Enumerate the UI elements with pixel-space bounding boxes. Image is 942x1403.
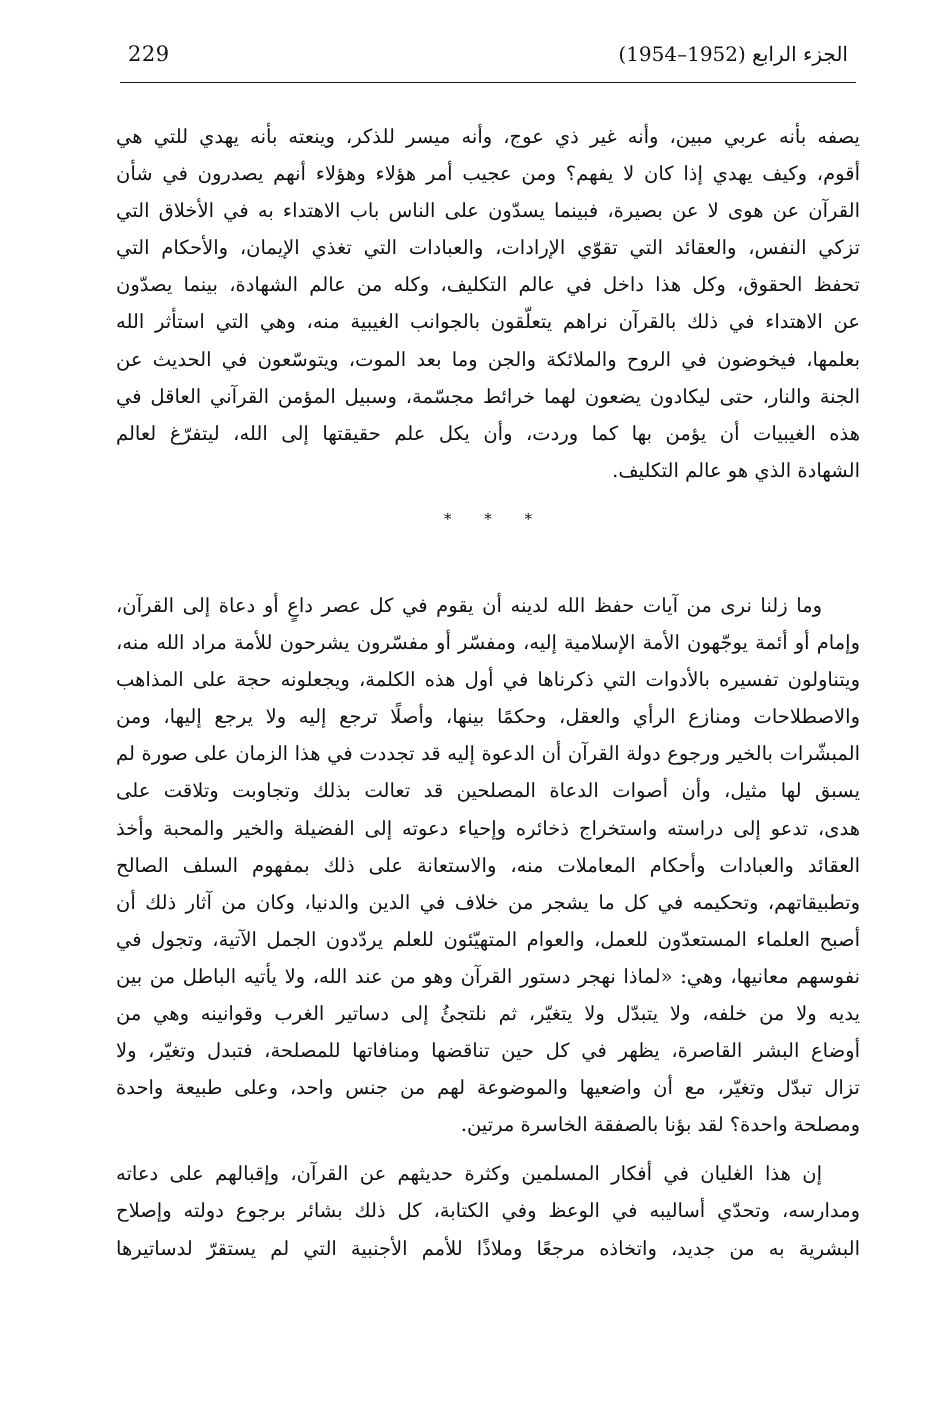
text-line: عن الاهتداء في ذلك بالقرآن نراهم يتعلّقون بالجوانب الغيبية منه، وهي التي استأثر الله [116,310,860,334]
text-line: إن هذا الغليان في أفكار المسلمين وكثرة حديثهم عن القرآن، وإقبالهم على دعاته [116,1162,822,1186]
text-line: بعلمها، فيخوضون في الروح والملائكة والجن وما بعد الموت، ويتوسّعون في الحديث عن [116,347,860,371]
text-line: ويتناولون تفسيره بالأدوات التي ذكرناها في أول هذه الكلمة، ويجعلونه حجة على المذاهب [116,668,860,692]
page-number: 229 [128,42,170,66]
text-line: الجنة والنار، حتى ليكادون يضعون لهما خرائط مجسّمة، وسبيل المؤمن القرآني العاقل في [116,384,860,408]
text-line: ومدارسه، وتحدّي أساليبه في الوعظ وفي الكتابة، كل ذلك بشائر برجوع دولته وإصلاح [116,1199,860,1223]
text-line: تزكي النفس، والعقائد التي تقوّي الإرادات، والعبادات التي تغذي الإيمان، والأحكام التي [116,236,860,260]
text-line: وتطبيقاتهم، وتحكيمه في كل ما يشجر من خلاف في الدين والدنيا، وكان من آثار ذلك أن [116,890,860,914]
text-line: القرآن عن هوى لا عن بصيرة، فبينما يسدّون على الناس باب الاهتداء به في الأخلاق التي [116,199,860,223]
text-line: وما زلنا نرى من آيات حفظ الله لدينه أن يقوم في كل عصر داعٍ أو دعاة إلى القرآن، [116,593,822,617]
text-line: يديه ولا من خلفه، ولا يتبدّل ولا يتغيّر، ثم نلتجئُ إلى دساتير الغرب وقوانينه وهي من [116,1001,860,1025]
text-line: أوضاع البشر القاصرة، يظهر في كل حين تناقضها ومنافاتها للمصلحة، فتبدل وتغيّر، ولا [116,1039,860,1063]
text-line: ومصلحة واحدة؟ لقد بؤنا بالصفقة الخاسرة مرتين. [460,1113,860,1137]
text-line: يسبق لها مثيل، وأن أصوات الدعاة المصلحين قد تعالت بذلك وتجاوبت وتلاقت على [116,779,860,803]
text-line: المبشّرات بالخير ورجوع دولة القرآن أن الدعوة إليه قد تجددت في هذا الزمان على صورة لم [116,742,860,766]
text-line: العقائد والعبادات وأحكام المعاملات منه، والاستعانة على ذلك بمفهوم السلف الصالح [116,853,860,877]
text-line: وإمام أو أئمة يوجّهون الأمة الإسلامية إليه، ومفسّر أو مفسّرون يشرحون للأمة مراد الله منه، [116,631,860,655]
text-line: الشهادة الذي هو عالم التكليف. [612,458,860,482]
section-separator: * * * [443,509,547,528]
body-text [116,118,860,1267]
paragraph-3 [116,1155,860,1266]
page-header [120,38,856,78]
paragraph-1 [116,118,860,489]
text-line: يصفه بأنه عربي مبين، وأنه غير ذي عوج، وأنه ميسر للذكر، وينعته بأنه يهدي للتي هي [116,125,860,148]
text-line: نفوسهم معانيها، وهي: «لماذا نهجر دستور القرآن وهو من عند الله، ولا يأتيه الباطل من بين [116,964,860,988]
paragraph-gap [116,1143,860,1155]
text-line: هدى، تدعو إلى دراسته واستخراج ذخائره وإحياء دعوته إلى الفضيلة والخير والمحبة وأخذ [116,816,860,840]
text-line: البشرية به من جديد، واتخاذه مرجعًا وملاذًا للأمم الأجنبية التي لم يستقرّ لدساتيرها [116,1236,860,1260]
text-line: تزال تبدّل وتغيّر، مع أن واضعيها والموضوعة لهم من جنس واحد، وعلى طبيعة واحدة [116,1076,860,1100]
header-rule [120,82,856,83]
running-title: الجزء الرابع (1952–1954) [618,42,848,66]
text-line: أصبح العلماء المستعدّون للعمل، والعوام المتهيّئون للعلم يردّدون الجمل الآتية، وتجول في [116,927,860,951]
text-line: تحفظ الحقوق، وكل هذا داخل في عالم التكليف، وكله من عالم الشهادة، بينما يصدّون [116,273,860,297]
text-line: أقوم، وكيف يهدي إذا كان لا يفهم؟ ومن عجيب أمر هؤلاء وهؤلاء أنهم يصدرون في شأن [116,162,860,186]
text-line: هذه الغيبيات أن يؤمن بها كما وردت، وأن يكل علم حقيقتها إلى الله، ليتفرّغ لعالم [116,421,860,445]
text-line: والاصطلاحات ومنازع الرأي والعقل، وحكمًا بينها، وأصلًا ترجع إليه ولا يرجع إليها، ومن [116,705,860,729]
paragraph-2 [116,587,860,1143]
